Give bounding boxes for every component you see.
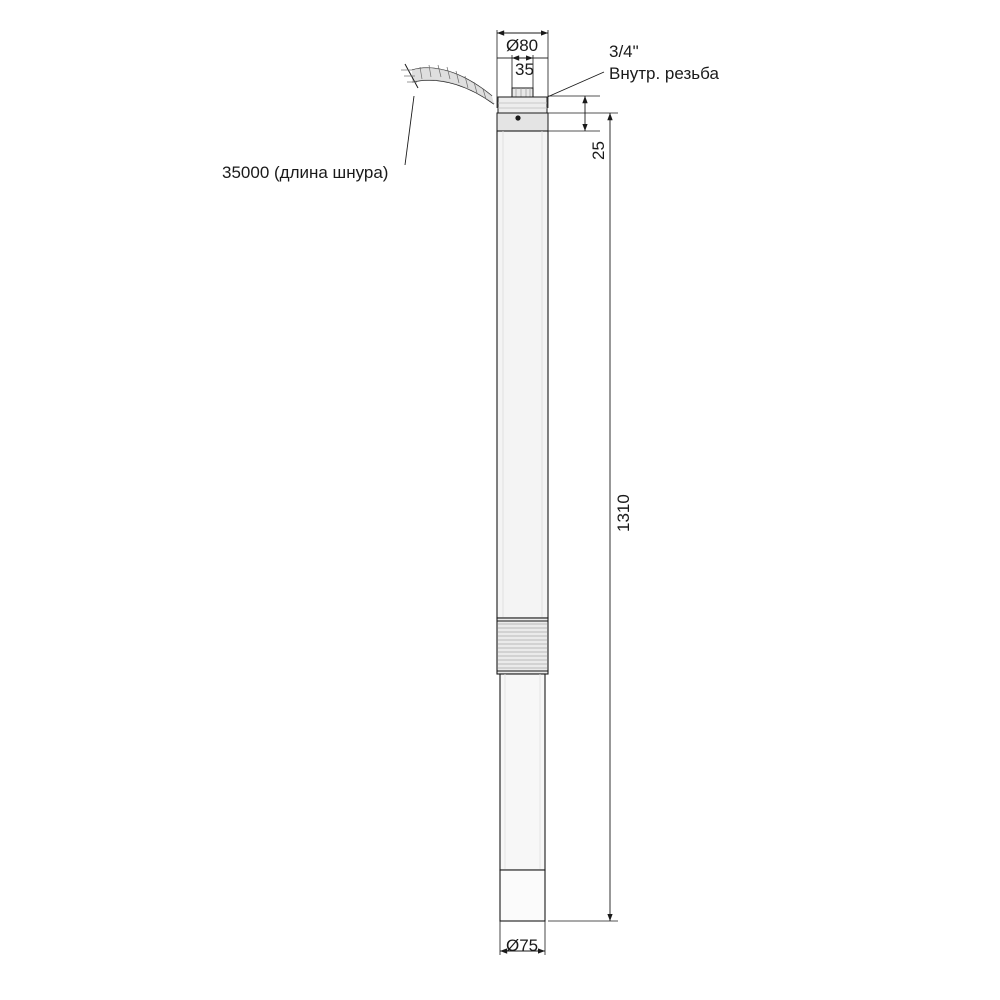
dimension-label-top-diameter: Ø80	[506, 36, 539, 55]
pump-discharge-head	[497, 88, 548, 131]
pump-bottom-cap	[500, 870, 545, 921]
pump-body	[497, 131, 548, 618]
annotation-cord-length: 35000 (длина шнура)	[222, 163, 389, 182]
power-cord	[401, 64, 494, 104]
dimension-label-flat-width: 35	[515, 60, 534, 79]
dimension-label-bottom-diameter: Ø75	[506, 936, 539, 955]
dimension-label-head-height: 25	[589, 141, 608, 160]
annotation-thread-type: Внутр. резьба	[609, 64, 719, 83]
pump-motor-section	[500, 674, 545, 870]
annotation-thread-size: 3/4"	[609, 42, 639, 61]
pump-intake-screen	[497, 618, 548, 674]
dimension-label-body-length: 1310	[614, 494, 633, 532]
